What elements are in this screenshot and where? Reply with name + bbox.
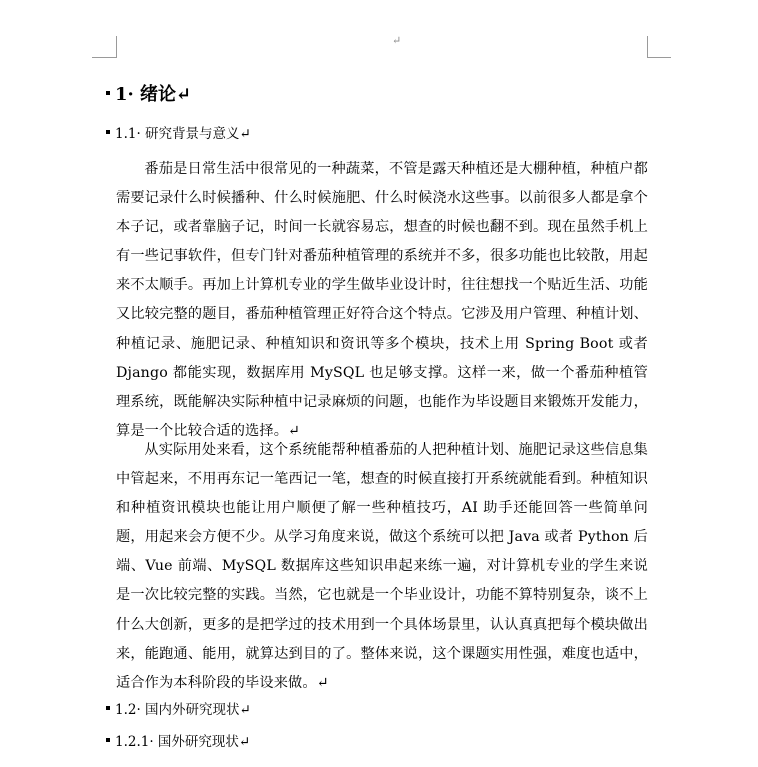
heading-1-2-1[interactable] — [106, 730, 250, 750]
heading-1[interactable] — [106, 80, 191, 106]
heading-1-1-text: 1.1· 研究背景与意义↵ — [115, 126, 251, 142]
crop-mark-top-right-vertical — [647, 36, 648, 58]
body-paragraph-2[interactable]: 从实际用处来看，这个系统能帮种植番茄的人把种植计划、施肥记录这些信息集中管起来，不用再东记一笔西记一笔，想查的时候直接打开系统就能看到。种植知识和种植资讯模块也能让用户顺便了解一些种植技巧，AI 助手还能回答一些简单问题，用起来会方便不少。从学习角度来说，做这个系统可以把 Java 或者 Python 后端、Vue 前端、MySQL 数据库这些知识串起来练一遍，对计算机专业的学生来说是一次比较完整的实践。当然，它也就是一个毕业设计，功能不算特别复杂，谈不上什么大创新，更多的是把学过的技术用到一个具体场景里，认认真真把每个模块做出来，能跑通、能用，就算达到目的了。整体来说，这个课题实用性强，难度也适中，适合作为本科阶段的毕设来做。↵ — [116, 442, 648, 691]
body-paragraph-1[interactable]: 番茄是日常生活中很常见的一种蔬菜，不管是露天种植还是大棚种植，种植户都需要记录什么时候播种、什么时候施肥、什么时候浇水这些事。以前很多人都是拿个本子记，或者靠脑子记，时间一长就容易忘，想查的时候也翻不到。现在虽然手机上有一些记事软件，但专门针对番茄种植管理的系统并不多，很多功能也比较散，用起来不太顺手。再加上计算机专业的学生做毕业设计时，往往想找一个贴近生活、功能又比较完整的题目，番茄种植管理正好符合这个特点。它涉及用户管理、种植计划、种植记录、施肥记录、种植知识和资讯等多个模块，技术上用 Spring Boot 或者 Django 都能实现，数据库用 MySQL 也足够支撑。这样一来，做一个番茄种植管理系统，既能解决实际种植中记录麻烦的问题，也能作为毕设题目来锻炼开发能力，算是一个比较合适的选择。↵ — [116, 161, 648, 439]
crop-mark-top-left-vertical — [116, 36, 117, 58]
heading-bullet-icon — [106, 706, 110, 710]
crop-mark-top-right — [647, 57, 671, 58]
crop-mark-top-left — [92, 57, 116, 58]
header-paragraph-mark: ↵ — [392, 34, 402, 47]
heading-1-1[interactable] — [106, 122, 251, 142]
heading-bullet-icon — [106, 91, 110, 95]
heading-1-2[interactable] — [106, 698, 251, 718]
heading-bullet-icon — [106, 130, 110, 134]
heading-1-2-1-text: 1.2.1· 国外研究现状↵ — [115, 734, 251, 750]
heading-1-2-text: 1.2· 国内外研究现状↵ — [115, 702, 251, 718]
heading-bullet-icon — [106, 738, 110, 742]
heading-1-text: 1· 绪论↵ — [115, 84, 192, 105]
